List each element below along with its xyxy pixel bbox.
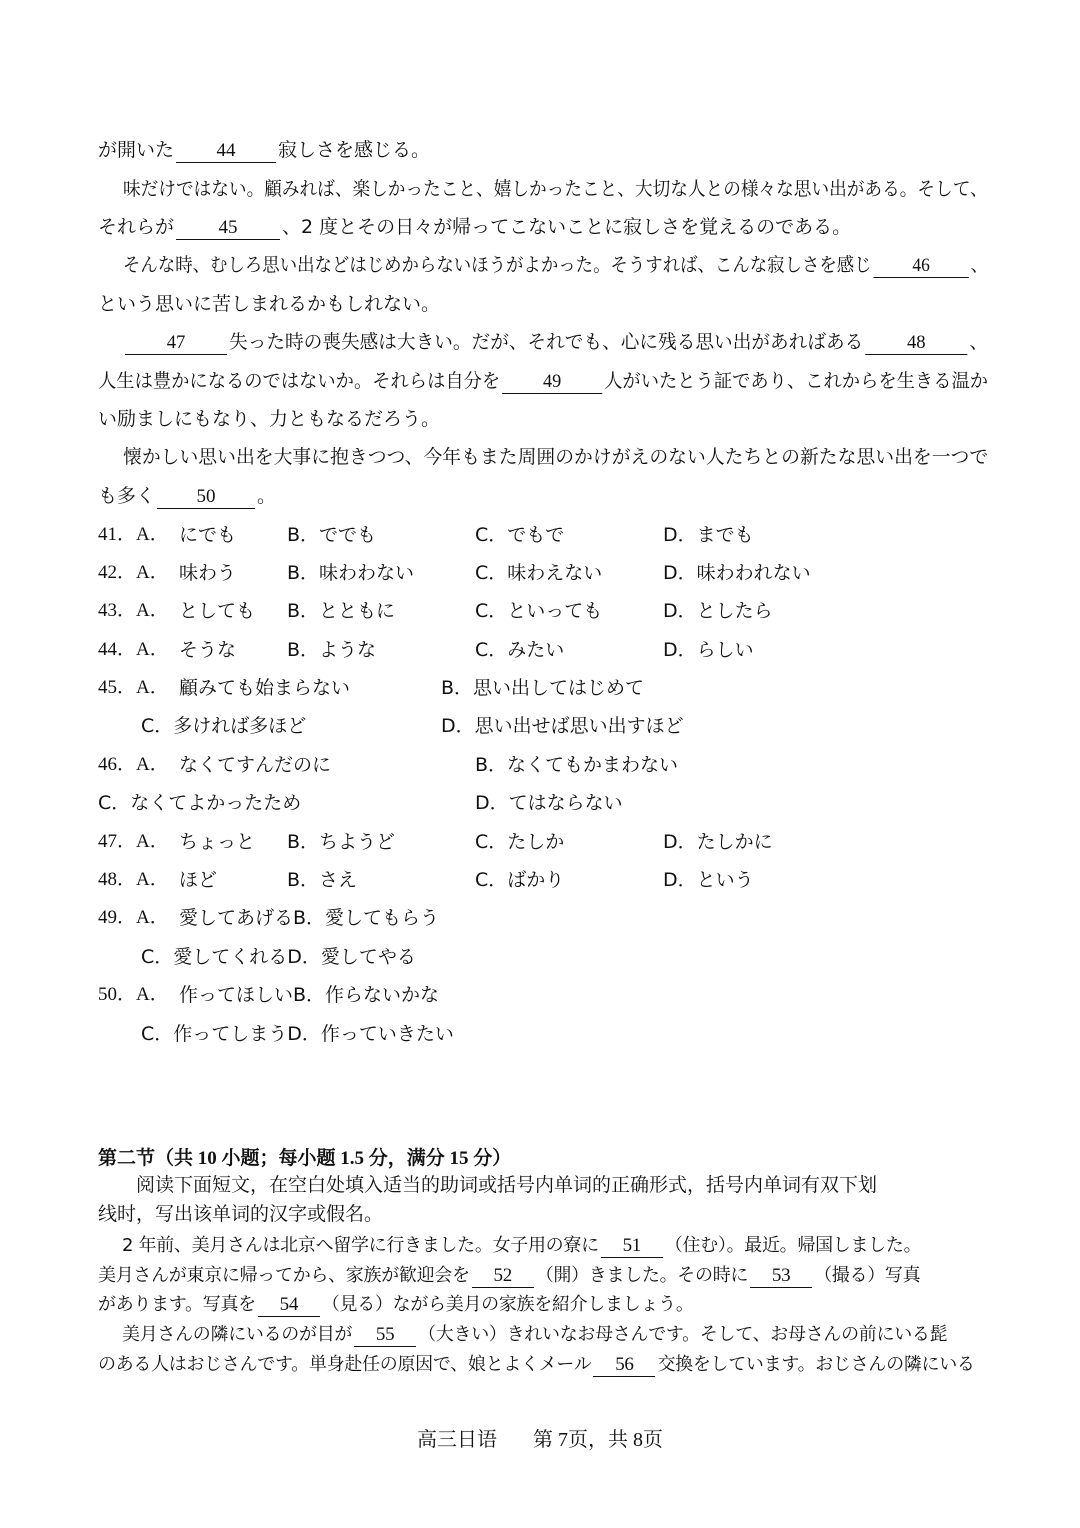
option-b: B．味わわない	[287, 562, 415, 584]
passage-line	[123, 251, 988, 279]
option-d: D．らしい	[663, 639, 754, 661]
option-b: B．なくてもかまわない	[475, 754, 679, 776]
answer-blank: 54	[258, 1294, 320, 1317]
option-c: C．多ければ多ほど	[141, 715, 307, 737]
instructions: 线时，写出该单词的汉字或假名。	[98, 1204, 384, 1225]
answer-blank: 45	[176, 217, 280, 240]
passage-line	[98, 482, 276, 510]
option-a: 味わう	[179, 562, 237, 584]
option-d: D．としたら	[663, 600, 773, 622]
answer-blank: 48	[865, 332, 967, 355]
answer-blank: 47	[125, 332, 227, 355]
text: 人がいたとう証であり、これからを生きる温か	[604, 370, 989, 392]
text: 失った時の喪失感は大きい。だが、それでも、心に残る思い出があればある	[229, 331, 864, 353]
text: 味だけではない。顧みれば、楽しかったこと、嬉しかったこと、大切な人との様々な思い出がある。そして、	[123, 178, 988, 200]
text: （撮る）写真	[814, 1265, 921, 1286]
question-number: 41．A．	[98, 524, 169, 545]
option-c: C．でもで	[475, 524, 565, 546]
option-b: B．ででも	[287, 524, 377, 546]
option-d: D．思い出せば思い出すほど	[441, 715, 684, 737]
option-b: B．ような	[287, 639, 377, 661]
passage-line	[98, 136, 430, 164]
passage-line	[98, 1262, 920, 1290]
answer-blank: 55	[354, 1324, 416, 1347]
text: 人生は豊かになるのではないか。それらは自分を	[98, 370, 501, 392]
passage-line	[98, 1291, 694, 1319]
option-b: B．思い出してはじめて	[441, 677, 645, 699]
option-c: C．といっても	[475, 600, 603, 622]
answer-blank: 50	[157, 486, 255, 509]
passage-line	[98, 213, 851, 241]
option-c: C．味わえない	[475, 562, 603, 584]
option-b: B．さえ	[287, 869, 358, 891]
passage-line	[98, 405, 440, 433]
answer-blank: 53	[750, 1265, 812, 1288]
passage-line	[123, 328, 988, 356]
option-a: ちょっと	[179, 831, 256, 853]
option-cd: C．作ってしまうD．作っていきたい	[141, 1023, 454, 1045]
text: 、	[970, 254, 989, 276]
answer-blank: 46	[873, 255, 968, 278]
text: 、2 度とその日々が帰ってこないことに寂しさを覚えるのである。	[282, 216, 852, 238]
passage-line	[122, 1232, 921, 1260]
question-number: 49．A．	[98, 907, 169, 928]
option-d: D．たしかに	[663, 831, 773, 853]
option-cd: C．愛してくれるD．愛してやる	[141, 946, 416, 968]
text: （開）きました。その時に	[535, 1265, 749, 1286]
option-c: C．なくてよかったため	[98, 792, 302, 814]
question-number: 44．A．	[98, 639, 169, 660]
option-a: ほど	[179, 869, 218, 891]
question-number: 50．A．	[98, 984, 169, 1005]
text: 美月さんの隣にいるのが目が	[122, 1324, 353, 1345]
option-c: C．たしか	[475, 831, 565, 853]
answer-blank: 51	[601, 1235, 663, 1258]
passage-line	[123, 175, 988, 203]
text: 2 年前、美月さんは北京へ留学に行きました。女子用の寮に	[122, 1235, 599, 1256]
question-number: 48．A．	[98, 869, 169, 890]
option-a: なくてすんだのに	[179, 754, 332, 776]
section-title: 第二节（共 10 小题；每小题 1.5 分，满分 15 分）	[98, 1148, 512, 1169]
text: 寂しさを感じる。	[278, 139, 431, 161]
option-b: B．ちようど	[287, 831, 396, 853]
option-b: B．とともに	[287, 600, 396, 622]
instructions: 阅读下面短文，在空白处填入适当的助词或括号内单词的正确形式，括号内单词有双下划	[136, 1175, 878, 1196]
text: が開いた	[98, 139, 175, 161]
text: それらが	[98, 216, 175, 238]
text: 美月さんが東京に帰ってから、家族が歓迎会を	[98, 1265, 470, 1286]
text: という思いに苦しまれるかもしれない。	[98, 293, 441, 315]
option-ab: 愛してあげるB．愛してもらう	[179, 907, 440, 929]
answer-blank: 44	[176, 140, 276, 163]
option-d: D．という	[663, 869, 754, 891]
answer-blank: 56	[593, 1354, 655, 1377]
question-number: 43．A．	[98, 600, 169, 621]
option-d: D．てはならない	[475, 792, 623, 814]
option-ab: 作ってほしいB．作らないかな	[179, 984, 440, 1006]
question-number: 45．A．	[98, 677, 169, 698]
text: （住む）。最近。帰国しました。	[664, 1235, 922, 1256]
text: のある人はおじさんです。単身赴任の原因で、娘とよくメール	[98, 1354, 592, 1375]
option-a: にでも	[179, 524, 237, 546]
option-d: D．味わわれない	[663, 562, 811, 584]
option-c: C．みたい	[475, 639, 565, 661]
text: も多く	[98, 485, 156, 507]
passage-line	[123, 443, 988, 471]
passage-line	[98, 367, 988, 395]
option-a: 顧みても始まらない	[179, 677, 351, 699]
passage-line	[98, 1351, 975, 1379]
text: そんな時、むしろ思い出などはじめからないほうがよかった。そうすれば、こんな寂しさを感じ	[123, 254, 872, 276]
text: い励ましにもなり、力ともなるだろう。	[98, 408, 441, 430]
text: 交換をしています。おじさんの隣にいる	[657, 1354, 975, 1375]
text: 。	[257, 485, 277, 507]
text: （見る）ながら美月の家族を紹介しましょう。	[321, 1294, 694, 1315]
page-footer	[0, 1423, 1080, 1452]
text: 、	[969, 331, 988, 353]
option-a: としても	[179, 600, 256, 622]
text: 懐かしい思い出を大事に抱きつつ、今年もまた周囲のかけがえのない人たちとの新たな思い出を一つで	[123, 446, 989, 468]
passage-line	[98, 290, 440, 318]
option-d: D．までも	[663, 524, 754, 546]
text: （大きい）きれいなお母さんです。そして、お母さんの前にいる髭	[418, 1324, 948, 1345]
question-number: 47．A．	[98, 831, 169, 852]
answer-blank: 52	[472, 1265, 534, 1288]
question-number: 46．A．	[98, 754, 169, 775]
text: があります。写真を	[98, 1294, 256, 1315]
option-a: そうな	[179, 639, 237, 661]
question-number: 42．A．	[98, 562, 169, 583]
passage-line	[122, 1321, 947, 1349]
footer-page-number: 第 7页，共 8页	[533, 1429, 663, 1451]
footer-subject: 高三日语	[417, 1429, 497, 1451]
option-c: C．ばかり	[475, 869, 565, 891]
answer-blank: 49	[502, 371, 602, 394]
